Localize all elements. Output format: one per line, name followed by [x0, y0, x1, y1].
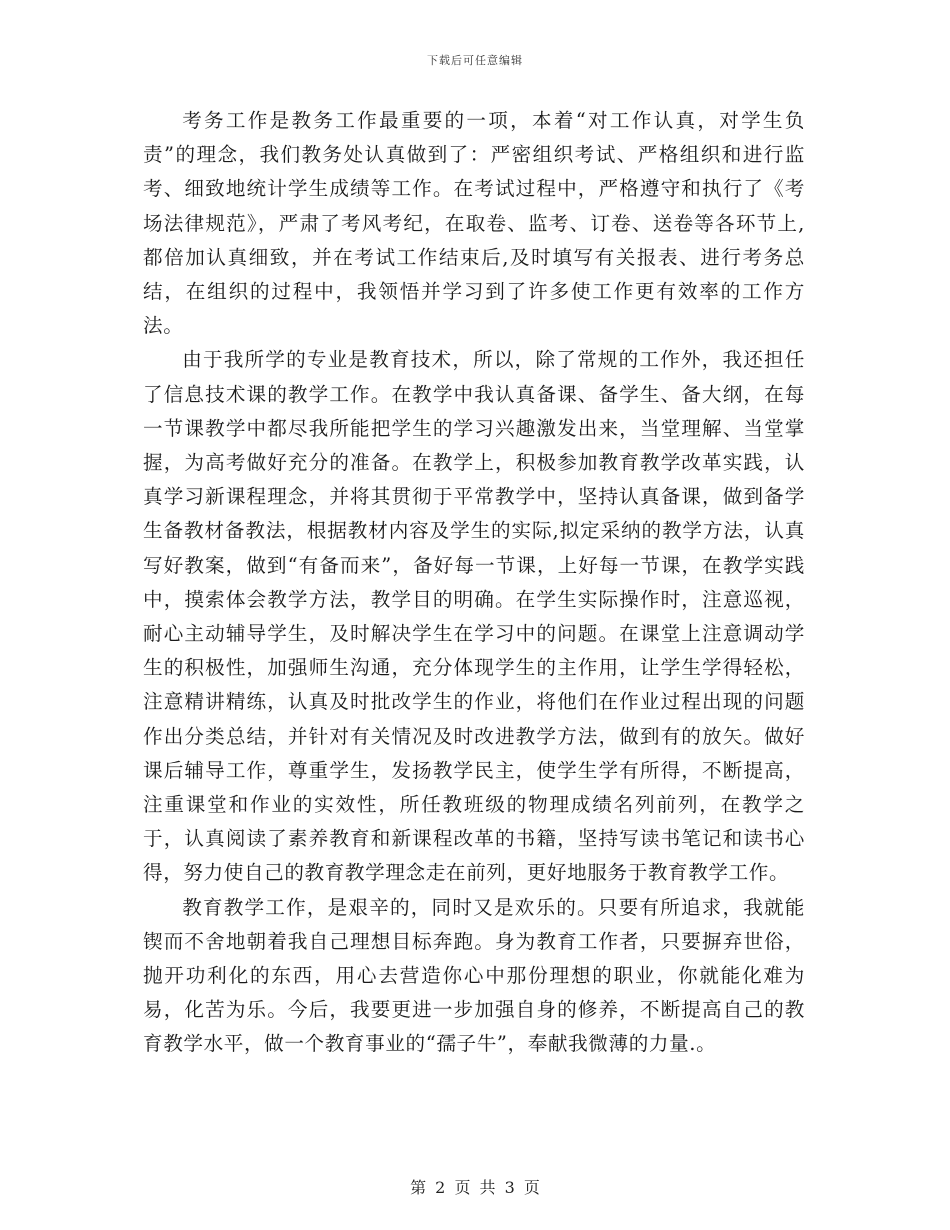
- paragraph-teaching-work: 由于我所学的专业是教育技术，所以，除了常规的工作外，我还担任了信息技术课的教学工作。在教学中我认真备课、备学生、备大纲，在每一节课教学中都尽我所能把学生的学习兴趣激发出来，当堂理解、当堂掌握，为高考做好充分的准备。在教学上，积极参加教育教学改革实践，认真学习新课程理念，并将其贯彻于平常教学中，坚持认真备课，做到备学生备教材备教法，根据教材内容及学生的实际,拟定采纳的教学方法，认真写好教案，做到“有备而来”，备好每一节课，上好每一节课，在教学实践中，摸索体会教学方法，教学目的明确。在学生实际操作时，注意巡视，耐心主动辅导学生，及时解决学生在学习中的问题。在课堂上注意调动学生的积极性，加强师生沟通，充分体现学生的主作用，让学生学得轻松，注意精讲精练，认真及时批改学生的作业，将他们在作业过程出现的问题作出分类总结，并针对有关情况及时改进教学方法，做到有的放矢。做好课后辅导工作，尊重学生，发扬教学民主，使学生学有所得，不断提高，注重课堂和作业的实效性，所任教班级的物理成绩名列前列，在教学之于，认真阅读了素养教育和新课程改革的书籍，坚持写读书笔记和读书心得，努力使自己的教育教学理念走在前列，更好地服务于教育教学工作。: [143, 348, 805, 885]
- page-number-footer: 第 2 页 共 3 页: [410, 1178, 540, 1197]
- paragraph-conclusion: 教育教学工作，是艰辛的，同时又是欢乐的。只要有所追求，我就能锲而不舍地朝着我自己理想目标奔跑。身为教育工作者，只要摒弃世俗，抛开功利化的东西，用心去营造你心中那份理想的职业，你就能化难为易，化苦为乐。今后，我要更进一步加强自身的修养，不断提高自己的教育教学水平，做一个教育事业的“孺子牛”，奉献我微薄的力量.。: [143, 895, 805, 1056]
- document-body: [143, 104, 805, 1062]
- page-header: 下载后可任意编辑: [427, 54, 523, 67]
- paragraph-exam-affairs: 考务工作是教务工作最重要的一项，本着“对工作认真，对学生负责”的理念，我们教务处认真做到了：严密组织考试、严格组织和进行监考、细致地统计学生成绩等工作。在考试过程中，严格遵守和执行了《考场法律规范》，严肃了考风考纪，在取卷、监考、订卷、送卷等各环节上,都倍加认真细致，并在考试工作结束后,及时填写有关报表、进行考务总结，在组织的过程中，我领悟并学习到了许多使工作更有效率的工作方法。: [143, 109, 805, 338]
